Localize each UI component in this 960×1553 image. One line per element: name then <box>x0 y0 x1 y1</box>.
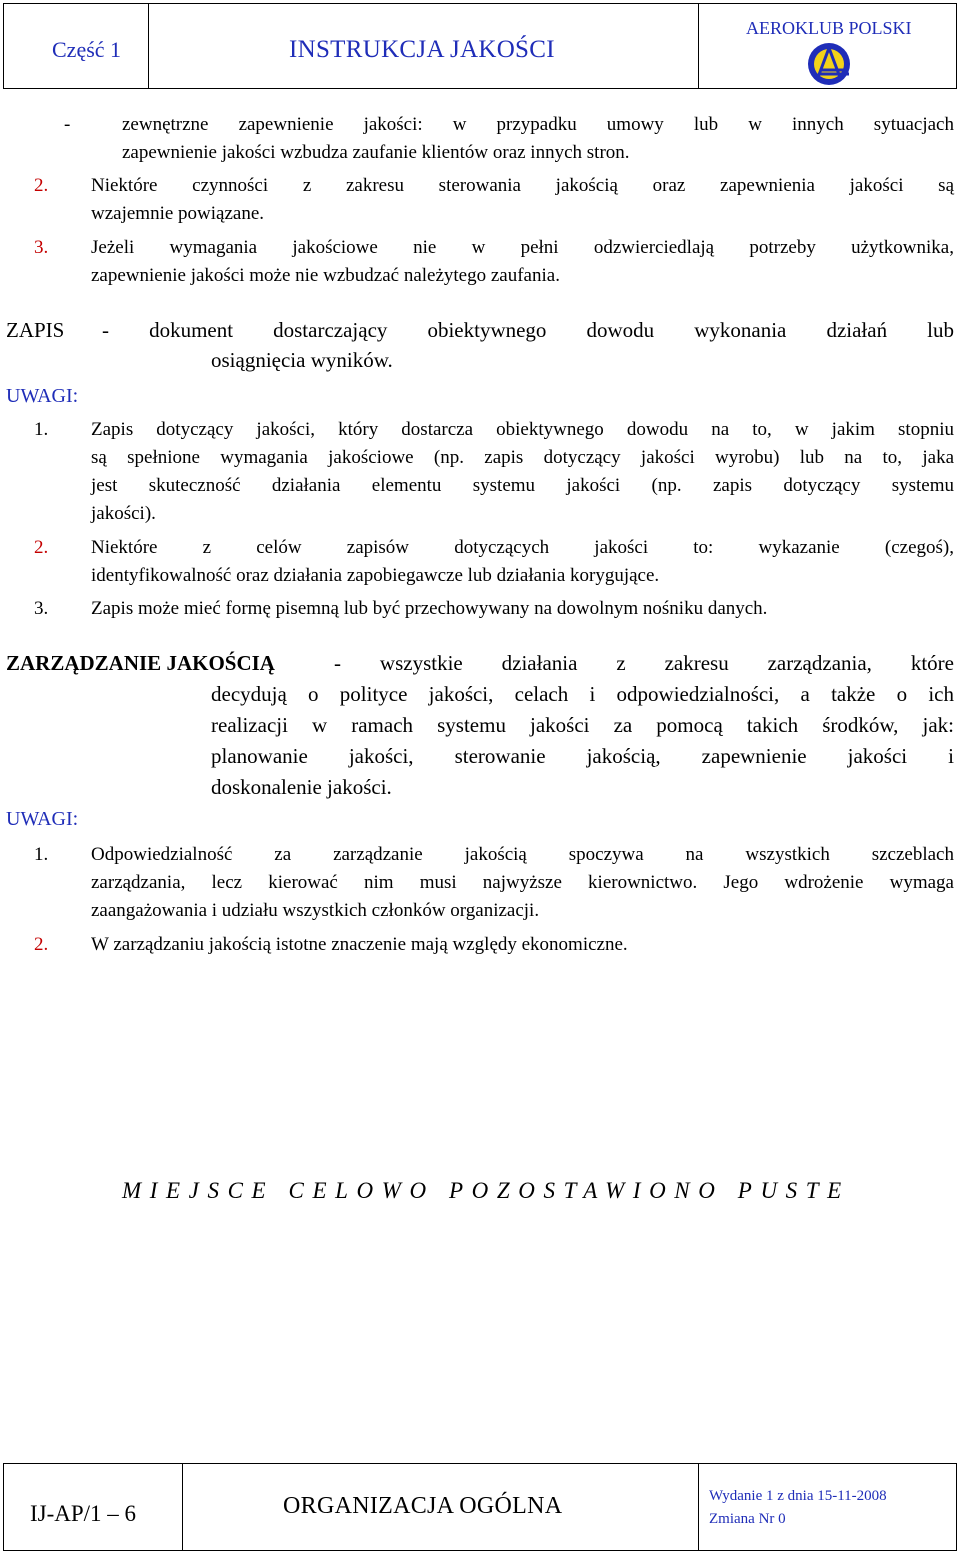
note-text: zaangażowania i udziału wszystkich członków organizacji. <box>91 900 540 921</box>
item-text: zapewnienie jakości wzbudza zaufanie klientów oraz innych stron. <box>122 142 630 163</box>
item-text: zapewnienie jakości może nie wzbudzać należytego zaufania. <box>91 265 560 286</box>
definition-line: osiągnięcia wyników. <box>211 348 393 372</box>
note-marker: 2. <box>34 537 49 558</box>
note-text: Niektóre z celów zapisów dotyczących jakości to: wykazanie (czegoś), <box>91 537 954 558</box>
item-text: Niektóre czynności z zakresu sterowania jakością oraz zapewnienia jakości są <box>91 175 954 196</box>
note-text: jakości). <box>91 503 156 524</box>
note-text: zarządzania, lecz kierować nim musi najwyższe kierownictwo. Jego wdrożenie wymaga <box>91 872 954 893</box>
note-text: identyfikowalność oraz działania zapobiegawcze lub działania korygujące. <box>91 565 660 586</box>
item-text: Jeżeli wymagania jakościowe nie w pełni odzwierciedlają potrzeby użytkownika, <box>91 237 954 258</box>
note-text: są spełnione wymagania jakościowe (np. zapis dotyczący jakości wyrobu) lub na to, jaka <box>91 447 954 468</box>
page-footer <box>3 1463 957 1551</box>
notes-label: UWAGI: <box>6 808 79 830</box>
note-marker: 2. <box>34 934 49 955</box>
definition-line: - wszystkie działania z zakresu zarządzania, które <box>334 651 954 675</box>
note-text: Odpowiedzialność za zarządzanie jakością spoczywa na wszystkich szczeblach <box>91 844 954 865</box>
definition-line: realizacji w ramach systemu jakości za pomocą takich środków, jak: <box>211 713 954 737</box>
footer-change: Zmiana Nr 0 <box>709 1511 786 1527</box>
intentionally-blank-notice: MIEJSCE CELOWO POZOSTAWIONO PUSTE <box>122 1178 850 1203</box>
definition-line: decydują o polityce jakości, celach i odpowiedzialności, a także o ich <box>211 682 954 706</box>
footer-edition-cell <box>699 1464 956 1550</box>
item-marker: 3. <box>34 237 49 258</box>
header-title-cell <box>149 4 699 88</box>
footer-section: ORGANIZACJA OGÓLNA <box>283 1493 563 1519</box>
footer-code-cell <box>4 1464 183 1550</box>
footer-code: IJ-AP/1 – 6 <box>30 1501 137 1526</box>
note-text: jest skuteczność działania elementu systemu jakości (np. zapis dotyczący systemu <box>91 475 954 496</box>
definition-line: - dokument dostarczający obiektywnego dowodu wykonania działań lub <box>102 318 954 342</box>
page-header <box>3 3 957 89</box>
header-part-cell <box>4 4 149 88</box>
footer-section-cell <box>183 1464 699 1550</box>
term-zapis: ZAPIS <box>6 318 65 342</box>
item-text: wzajemnie powiązane. <box>91 203 265 224</box>
footer-edition: Wydanie 1 z dnia 15-11-2008 <box>709 1488 887 1504</box>
header-org: AEROKLUB POLSKI <box>746 18 912 38</box>
item-marker: 2. <box>34 175 49 196</box>
header-org-cell <box>699 4 956 88</box>
definition-line: doskonalenie jakości. <box>211 775 392 799</box>
notes-label: UWAGI: <box>6 385 79 407</box>
item-marker: - <box>64 114 71 135</box>
header-part: Część 1 <box>52 37 122 62</box>
aeroklub-logo-icon <box>805 40 853 88</box>
note-text: Zapis może mieć formę pisemną lub być przechowywany na dowolnym nośniku danych. <box>91 598 768 619</box>
note-marker: 1. <box>34 844 49 865</box>
header-title: INSTRUKCJA JAKOŚCI <box>289 36 555 63</box>
note-text: W zarządzaniu jakością istotne znaczenie mają względy ekonomiczne. <box>91 934 628 955</box>
definition-line: planowanie jakości, sterowanie jakością, zapewnienie jakości i <box>211 744 954 768</box>
term-zarzadzanie: ZARZĄDZANIE JAKOŚCIĄ <box>6 651 275 675</box>
note-marker: 3. <box>34 598 49 619</box>
note-marker: 1. <box>34 419 49 440</box>
item-text: zewnętrzne zapewnienie jakości: w przypadku umowy lub w innych sytuacjach <box>122 114 954 135</box>
note-text: Zapis dotyczący jakości, który dostarcza obiektywnego dowodu na to, w jakim stopniu <box>91 419 954 440</box>
